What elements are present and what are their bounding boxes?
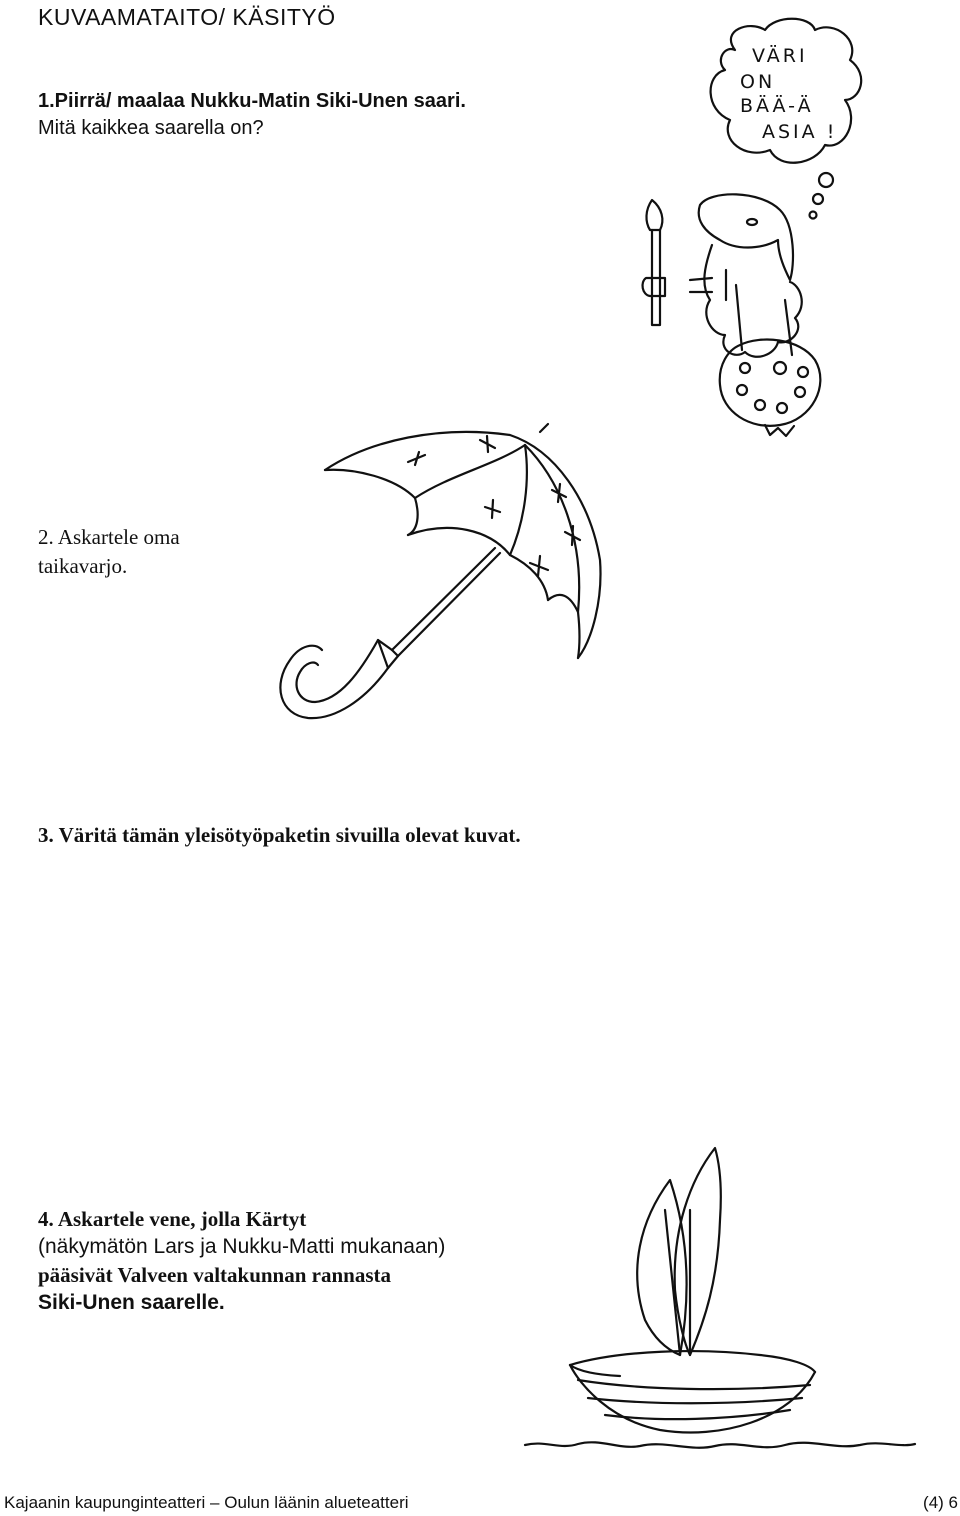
task-3: 3. Väritä tämän yleisötyöpaketin sivuilla olevat kuvat. [38, 823, 521, 847]
task-4-line3: pääsivät Valveen valtakunnan rannasta [38, 1263, 392, 1287]
boat-icon [525, 1351, 915, 1448]
task-1-line2: Mitä kaikkea saarella on? [38, 117, 264, 139]
bubble-line-1: VÄRI [752, 45, 808, 67]
task-1-line1: 1.Piirrä/ maalaa Nukku-Matin Siki-Unen saari. [38, 90, 466, 112]
sheep-icon [690, 194, 802, 356]
footer-theatre-name: Kajaanin kaupunginteatteri – Oulun läänin alueteatteri [4, 1493, 409, 1512]
thought-bubble [711, 19, 862, 219]
bubble-line-2: ON [740, 71, 776, 93]
umbrella-icon [280, 424, 600, 718]
task-4-line1: 4. Askartele vene, jolla Kärtyt [38, 1207, 307, 1231]
footer-page-number: (4) 6 [923, 1493, 958, 1512]
bubble-line-3: BÄÄ-Ä [740, 95, 814, 117]
paintbrush-icon [643, 200, 665, 325]
feather-sail-icon [637, 1148, 721, 1355]
palette-icon [720, 340, 821, 436]
task-4-line4: Siki-Unen saarelle. [38, 1291, 225, 1314]
task-4-line2: (näkymätön Lars ja Nukku-Matti mukanaan) [38, 1235, 446, 1258]
task-4 [38, 1205, 445, 1317]
task-2-line2: taikavarjo. [38, 554, 128, 578]
task-1 [38, 88, 466, 142]
task-2 [38, 523, 180, 581]
bubble-line-4: ASIA ! [762, 121, 838, 143]
page-title: KUVAAMATAITO/ KÄSITYÖ [38, 4, 336, 30]
task-2-line1: 2. Askartele oma [38, 525, 180, 549]
